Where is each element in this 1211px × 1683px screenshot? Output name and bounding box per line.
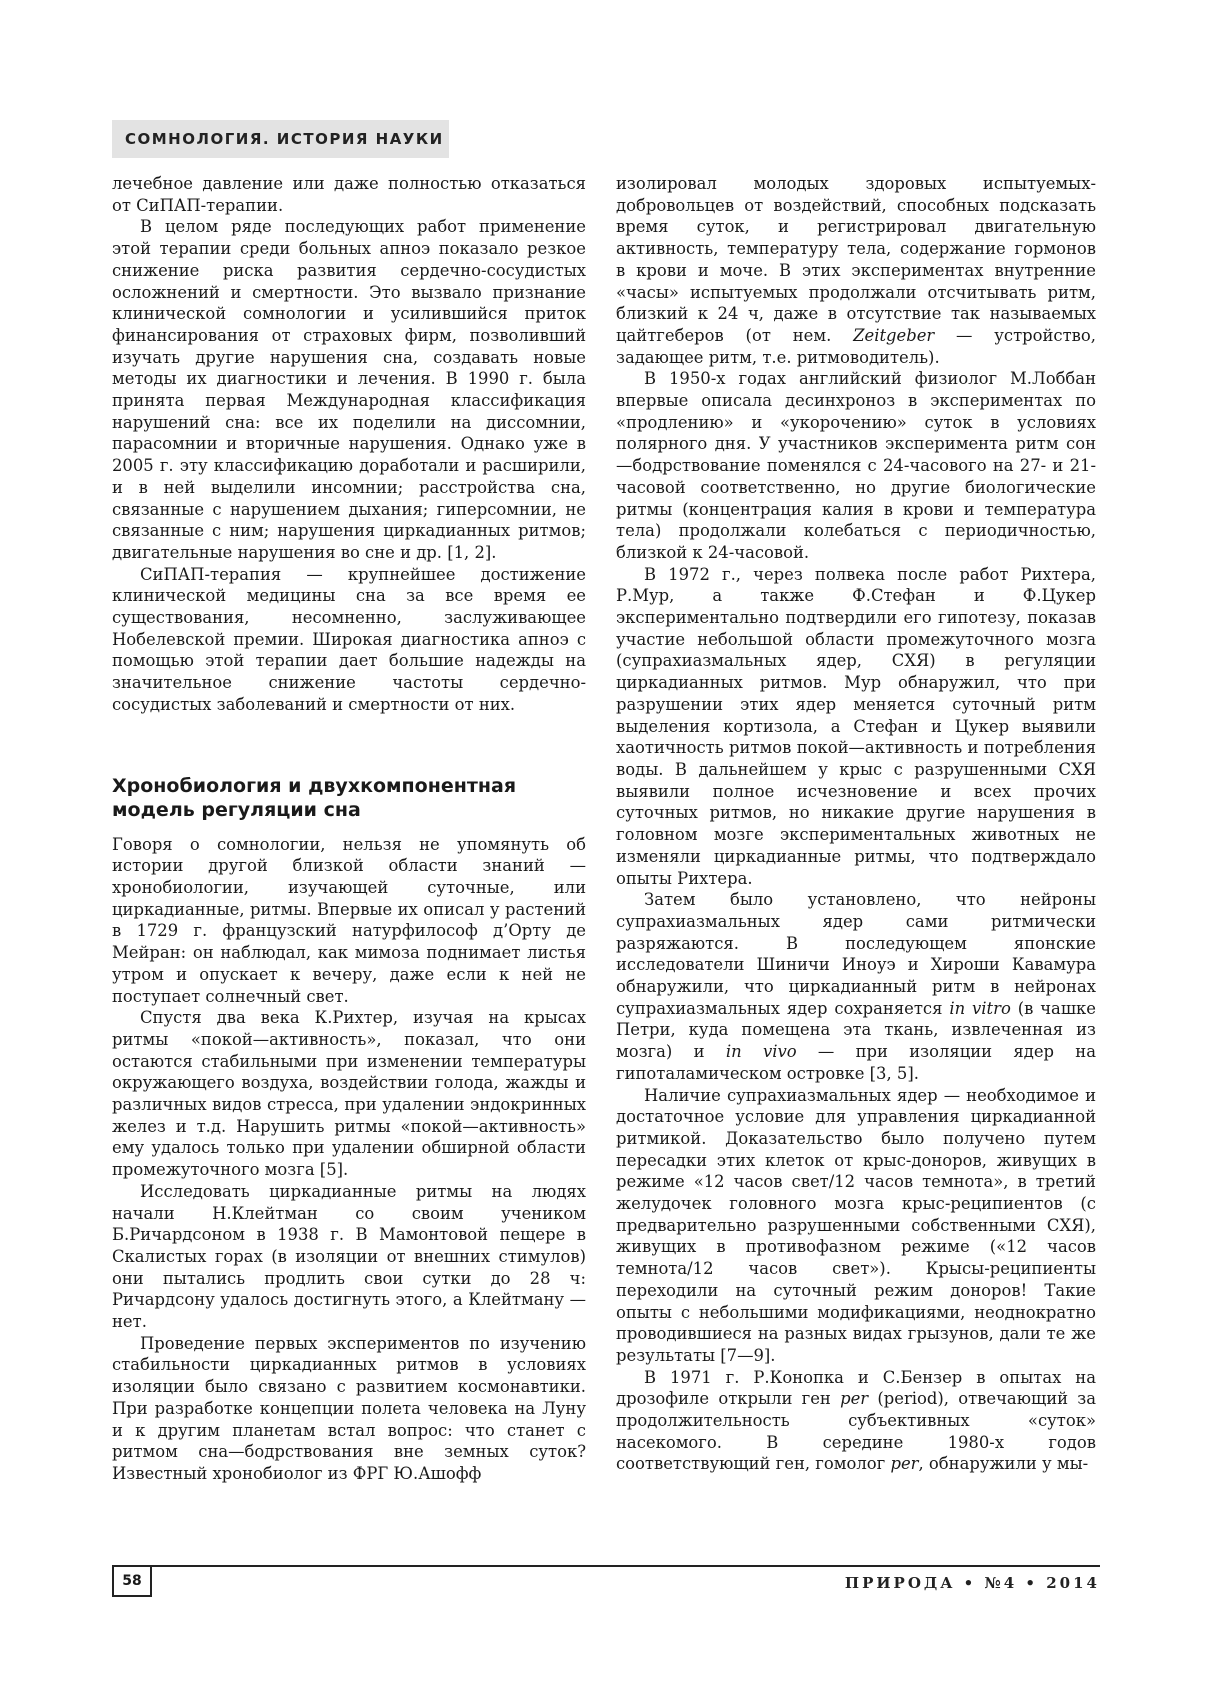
text-run: Затем было установлено, что нейроны супрахиазмальных ядер сами ритмически разряжаются. В последующем японские исследователи Шиничи Иноуэ и Хироши Кавамура обнаружили, что циркадианный ритм в нейронах супрахиазмальных ядер сохраняется bbox=[616, 890, 1096, 1018]
italic-term: in vitro bbox=[949, 998, 1011, 1018]
text-run: , обнаружили у мы- bbox=[918, 1454, 1089, 1474]
paragraph: В 1972 г., через полвека после работ Рихтера, Р.Мур, а также Ф.Стефан и Ф.Цукер экспериментально подтвердили его гипотезу, показав участие небольшой области промежуточного мозга (супрахиазмальных ядер, СХЯ) в регуляции циркадианных ритмов. Мур обнаружил, что при разрушении этих ядер меняется суточный ритм выделения кортизола, а Стефан и Цукер выявили хаотичность ритмов покой—активность и потребления воды. В дальнейшем у крыс с разрушенными СХЯ выявили полное исчезновение и всех прочих суточных ритмов, но никакие другие нарушения в головном мозге экспериментальных животных не изменяли циркадианные ритмы, что подтверждало опыты Рихтера. bbox=[616, 564, 1096, 888]
right-column bbox=[616, 173, 1096, 1475]
paragraph: Говоря о сомнологии, нельзя не упомянуть об истории другой близкой области знаний — хронобиологии, изучающей суточные, или циркадианные, ритмы. Впервые их описал у растений в 1729 г. французский натурфилософ д’Орту де Мейран: он наблюдал, как мимоза поднимает листья утром и опускает к вечеру, даже если к ней не поступает солнечный свет. bbox=[112, 834, 586, 1006]
paragraph: Исследовать циркадианные ритмы на людях начали Н.Клейтман со своим учеником Б.Ричардсоном в 1938 г. В Мамонтовой пещере в Скалистых горах (в изоляции от внешних стимулов) они пытались продлить свои сутки до 28 ч: Ричардсону удалось достигнуть этого, а Клейтману — нет. bbox=[112, 1181, 586, 1332]
text-run: — при изоляции ядер на гипоталамическом островке [3, 5]. bbox=[616, 1042, 1097, 1083]
text-run: (в чашке Петри, куда помещена эта ткань, извлеченная из мозга) и bbox=[616, 998, 1096, 1062]
italic-term: per bbox=[890, 1454, 919, 1474]
text-run: изолировал молодых здоровых испытуемых-добровольцев от воздействий, способных подсказать время суток, и регистрировал двигательную активность, температуру тела, содержание гормонов в крови и моче. В этих экспериментах внутренние «часы» испытуемых продолжали отсчитывать ритм, близкий к 24 ч, даже в отсутствие так называемых цайтгеберов (от нем. bbox=[616, 174, 1096, 345]
text-run: (period), отвечающий за продолжительность субъективных «суток» насекомого. В середине 1980-х годов соответствующий ген, гомолог bbox=[616, 1389, 1096, 1474]
paragraph: Проведение первых экспериментов по изучению стабильности циркадианных ритмов в условиях изоляции было связано с развитием космонавтики. При разработке концепции полета человека на Луну и к другим планетам встал вопрос: что станет с ритмом сна—бодрствования вне земных суток? Известный хронобиолог из ФРГ Ю.Ашофф bbox=[112, 1333, 586, 1483]
paragraph bbox=[616, 889, 1096, 1084]
footer-rule bbox=[112, 1565, 1100, 1567]
paragraph: В 1950-х годах английский физиолог М.Лоббан впервые описала десинхроноз в экспериментах по «продлению» и «укорочению» суток в условиях полярного дня. У участников эксперимента ритм сон—бодрствование поменялся с 24-часового на 27- и 21-часовой соответственно, но другие биологические ритмы (концентрация калия в крови и температура тела) продолжали колебаться с периодичностью, близкой к 24-часовой. bbox=[616, 369, 1096, 562]
paragraph bbox=[616, 173, 1096, 368]
paragraph: В целом ряде последующих работ применение этой терапии среди больных апноэ показало резкое снижение риска развития сердечно-сосудистых осложнений и смертности. Это вызвало признание клинической сомнологии и усилившийся приток финансирования от страховых фирм, позволивший изучать другие нарушения сна, создавать новые методы их диагностики и лечения. В 1990 г. была принята первая Международная классификация нарушений сна: все их поделили на диссомнии, парасомнии и вторичные нарушения. Однако уже в 2005 г. эту классификацию доработали и расширили, и в ней выделили инсомнии; расстройства сна, связанные с нарушением дыхания; гиперсомнии, не связанные с ним; нарушения циркадианных ритмов; двигательные нарушения во сне и др. [1, 2]. bbox=[112, 217, 586, 562]
italic-term: per bbox=[840, 1389, 869, 1409]
paragraph: лечебное давление или даже полностью отказаться от СиПАП-терапии. bbox=[112, 174, 586, 215]
section-title: Хронобиология и двухкомпонентная модель регуляции сна bbox=[112, 774, 517, 821]
paragraph bbox=[616, 1367, 1096, 1476]
text-run: В 1971 г. Р.Конопка и С.Бензер в опытах на дрозофиле открыли ген bbox=[616, 1367, 1096, 1409]
italic-term: in vivo bbox=[725, 1042, 797, 1062]
page-number: 58 bbox=[112, 1567, 152, 1597]
left-column bbox=[112, 173, 586, 1485]
italic-term: Zeitgeber bbox=[853, 325, 935, 345]
paragraph: Наличие супрахиазмальных ядер — необходимое и достаточное условие для управления циркадианной ритмикой. Доказательство было получено путем пересадки этих клеток от крыс-доноров, живущих в режиме «12 часов свет/12 часов темнота», в третий желудочек головного мозга крыс-реципиентов (с предварительно разрушенными собственными СХЯ), живущих в противофазном режиме («12 часов темнота/12 часов свет»). Крысы-реципиенты переходили на суточный режим доноров! Такие опыты с небольшими модификациями, неоднократно проводившиеся на разных видах грызунов, дали те же результаты [7—9]. bbox=[616, 1085, 1096, 1365]
paragraph: Спустя два века К.Рихтер, изучая на крысах ритмы «покой—активность», показал, что они остаются стабильными при изменении температуры окружающего воздуха, воздействии голода, жажды и различных видов стресса, при удалении эндокринных желез и т.д. Нарушить ритмы «покой—активность» ему удалось только при удалении обширной области промежуточного мозга [5]. bbox=[112, 1008, 586, 1180]
section-header: СОМНОЛОГИЯ. ИСТОРИЯ НАУКИ bbox=[125, 130, 444, 148]
paragraph: СиПАП-терапия — крупнейшее достижение клинической медицины сна за все время ее существования, несомненно, заслуживающее Нобелевской премии. Широкая диагностика апноэ с помощью этой терапии дает большие надежды на значительное снижение частоты сердечно-сосудистых заболеваний и смертности от них. bbox=[112, 564, 586, 714]
text-run: — устройство, задающее ритм, т.е. ритмоводитель). bbox=[616, 325, 1096, 367]
journal-name: ПРИРОДА • №4 • 2014 bbox=[844, 1574, 1100, 1592]
